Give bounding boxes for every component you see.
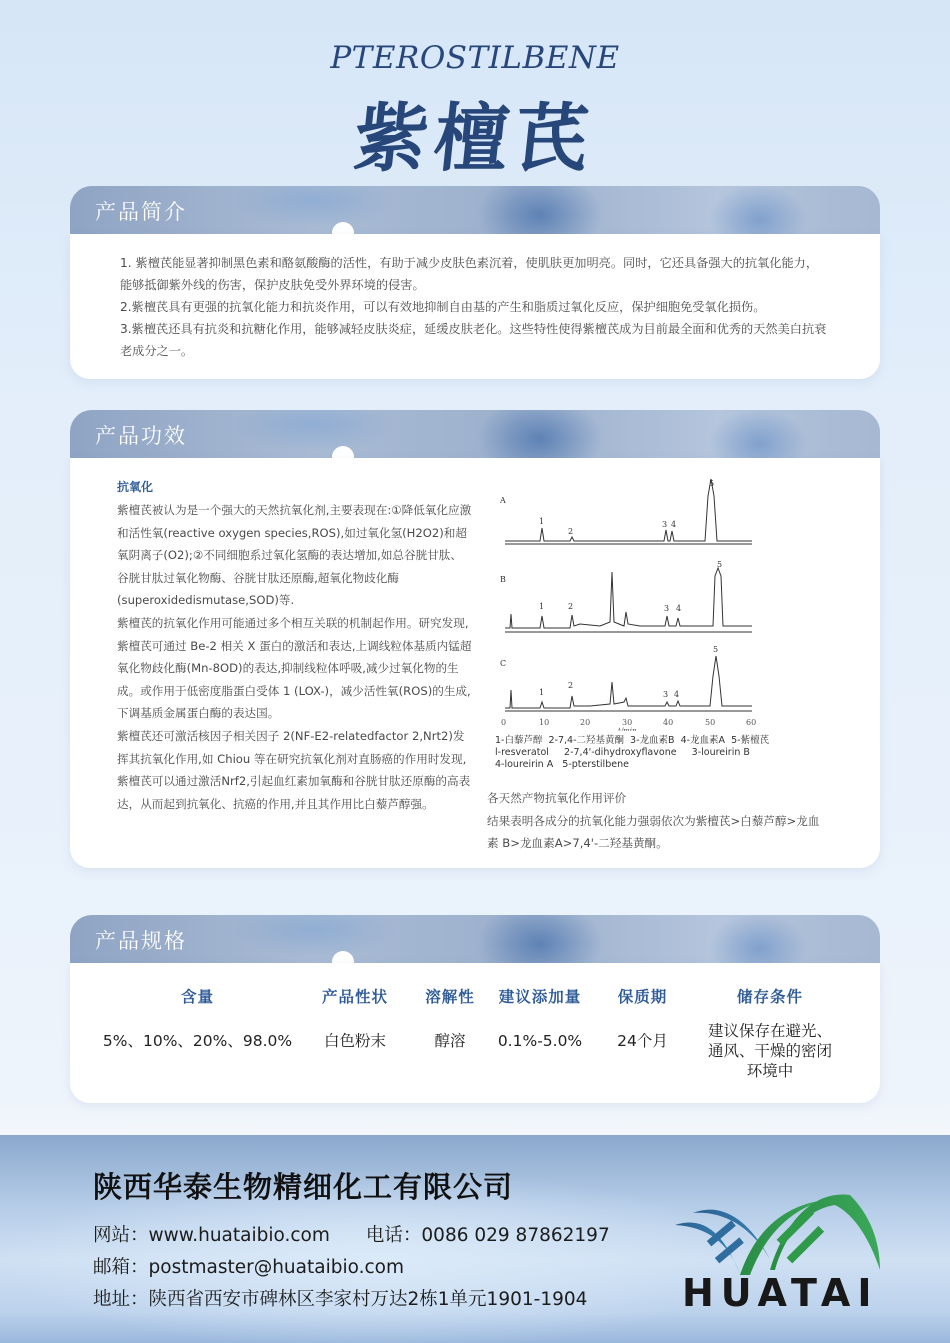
- contact-line-web-phone: [93, 1221, 610, 1247]
- spec-value-shelf-life: 24个月: [617, 1032, 668, 1050]
- product-title-cn: 紫檀芪: [349, 96, 599, 182]
- spec-body: [70, 963, 880, 1103]
- storage-line: 环境中: [746, 1062, 794, 1080]
- svg-text:4: 4: [674, 690, 680, 699]
- hero: [0, 40, 950, 186]
- effect-card: [70, 410, 880, 868]
- effect-subtitle: 抗氧化: [117, 480, 154, 494]
- logo-text: HUATAI: [682, 1271, 879, 1315]
- intro-paragraph: 3.紫檀芪还具有抗炎和抗糖化作用，能够减轻皮肤炎症，延缓皮肤老化。这些特性使得紫檀芪成为目前最全面和优秀的天然美白抗衰老成分之一。: [120, 322, 827, 358]
- svg-text:C: C: [500, 659, 507, 668]
- company-name: 陕西华泰生物精细化工有限公司: [93, 1170, 514, 1204]
- effect-body: [70, 458, 880, 868]
- spec-header-shelf-life: 保质期: [617, 988, 668, 1006]
- spec-value-form: 白色粉末: [323, 1032, 386, 1050]
- svg-text:5: 5: [709, 479, 715, 488]
- intro-paragraph: 2.紫檀芪具有更强的抗氧化能力和抗炎作用，可以有效地抑制自由基的产生和脂质过氧化反应，保护细胞免受氧化损伤。: [120, 300, 766, 314]
- intro-body: [70, 234, 880, 379]
- website-label: 网站：: [93, 1225, 149, 1246]
- effect-paragraph: 紫檀芪被认为是一个强大的天然抗氧化剂,主要表现在:①降低氧化应激和活性氧(reactive oxygen species,ROS),如过氧化氢(H2O2)和超氧阴离子(O2);②不同细胞系过氧化氢酶的表达增加,如总谷胱甘肽、谷胱甘肽过氧化物酶、谷胱甘肽还原酶,超氧化物歧化酶(superoxidedismutase,SOD)等.: [117, 503, 472, 608]
- svg-text:t/min: t/min: [618, 727, 637, 731]
- intro-paragraph: 1. 紫檀芪能显著抑制黑色素和酪氨酸酶的活性，有助于减少皮肤色素沉着，使肌肤更加明亮。同时，它还具备强大的抗氧化能力，能够抵御紫外线的伤害，保护皮肤免受外界环境的侵害。: [120, 256, 819, 292]
- spec-title: 产品规格: [95, 929, 187, 953]
- effect-paragraph: 紫檀芪的抗氧化作用可能通过多个相互关联的机制起作用。研究发现,紫檀芪可通过 Be-2 相关 X 蛋白的激活和表达,上调线粒体基质内锰超氧化物歧化酶(Mn-8OD)的表达,抑制线粒体呼吸,减少过氧化物的生成。或作用于低密度脂蛋白受体 1 (LOX-)，减少活性氧(ROS)的生成,下调基质金属蛋白酶的表达国。: [117, 615, 472, 721]
- spec-value-storage: [700, 1021, 840, 1081]
- email-label: 邮箱：: [93, 1257, 149, 1278]
- spec-header-form: 产品性状: [321, 988, 388, 1006]
- email-link[interactable]: postmaster@huataibio.com: [148, 1257, 404, 1278]
- svg-text:2: 2: [568, 681, 574, 690]
- svg-text:1: 1: [539, 602, 545, 611]
- svg-text:30: 30: [622, 718, 633, 727]
- svg-text:3: 3: [664, 604, 670, 613]
- svg-text:20: 20: [580, 718, 591, 727]
- phone-label: 电话：: [365, 1225, 422, 1246]
- svg-text:10: 10: [539, 718, 550, 727]
- intro-card: [70, 186, 880, 379]
- contact-line-email: [93, 1253, 404, 1279]
- effect-text: [117, 478, 472, 815]
- contact-line-address: [93, 1285, 587, 1311]
- spec-value-solubility: 醇溶: [434, 1032, 466, 1050]
- hplc-chromatogram: [500, 476, 790, 731]
- legend-line: 1-白藜芦醇 2-7,4-二羟基黄酮 3-龙血素B 4-龙血素A 5-紫檀芪: [495, 735, 770, 746]
- spec-header: [70, 915, 880, 963]
- evaluation-text: 结果表明各成分的抗氧化能力强弱依次为紫檀芪>白藜芦醇>龙血素 B>龙血素A>7,4'-二羟基黄酮。: [487, 813, 820, 851]
- svg-text:60: 60: [746, 718, 757, 727]
- chart-legend: [495, 735, 830, 771]
- spec-header-solubility: 溶解性: [425, 988, 475, 1006]
- intro-title: 产品简介: [95, 200, 187, 224]
- svg-text:3: 3: [662, 520, 668, 529]
- spec-card: [70, 915, 880, 1103]
- product-title-en: PTEROSTILBENE: [330, 40, 620, 76]
- svg-text:B: B: [500, 575, 506, 584]
- storage-line: 建议保存在避光、: [707, 1022, 832, 1040]
- effect-header: [70, 410, 880, 458]
- svg-text:3: 3: [663, 690, 669, 699]
- svg-text:5: 5: [713, 645, 719, 654]
- svg-text:5: 5: [717, 560, 723, 569]
- svg-text:2: 2: [568, 527, 574, 536]
- svg-text:40: 40: [663, 718, 674, 727]
- spec-table: [70, 963, 880, 1103]
- phone-number[interactable]: 0086 029 87862197: [421, 1225, 610, 1246]
- website-link[interactable]: www.huataibio.com: [148, 1225, 330, 1246]
- svg-text:0: 0: [501, 718, 507, 727]
- effect-paragraph: 紫檀芪还可激活核因子相关因子 2(NF-E2-relatedfactor 2,Nrt2)发挥其抗氧化作用,如 Chiou 等在研究抗氧化剂对直肠癌的作用时发现,紫檀芪可以通过激活Nrf2,引起血红素加氧酶和谷胱甘肽还原酶的高表达，从而起到抗氧化、抗癌的作用,并且其作用比白藜芦醇强。: [117, 728, 471, 811]
- spec-value-content: 5%、10%、20%、98.0%: [102, 1032, 293, 1050]
- svg-text:A: A: [500, 496, 506, 505]
- storage-line: 通风、干燥的密闭: [707, 1042, 832, 1060]
- evaluation: [487, 787, 830, 855]
- svg-text:2: 2: [568, 602, 574, 611]
- svg-text:4: 4: [671, 520, 677, 529]
- intro-header: [70, 186, 880, 234]
- svg-text:1: 1: [539, 517, 545, 526]
- address-label: 地址：: [93, 1289, 149, 1310]
- effect-figure: [487, 476, 830, 855]
- legend-line: l-resveratol 2-7,4'-dihydroxyflavone 3-loureirin B: [495, 747, 750, 758]
- svg-text:50: 50: [705, 718, 716, 727]
- spec-header-content: 含量: [180, 988, 214, 1006]
- svg-text:1: 1: [539, 688, 545, 697]
- footer: [0, 1135, 950, 1343]
- address-text: 陕西省西安市碑林区李家村万达2栋1单元1901-1904: [148, 1289, 588, 1310]
- svg-text:4: 4: [676, 604, 682, 613]
- evaluation-title: 各天然产物抗氧化作用评价: [487, 791, 627, 805]
- spec-value-dosage: 0.1%-5.0%: [497, 1032, 583, 1050]
- spec-header-storage: 储存条件: [736, 988, 803, 1006]
- legend-line: 4-loureirin A 5-pterstilbene: [495, 759, 629, 770]
- spec-header-dosage: 建议添加量: [498, 988, 582, 1006]
- effect-title: 产品功效: [95, 424, 187, 448]
